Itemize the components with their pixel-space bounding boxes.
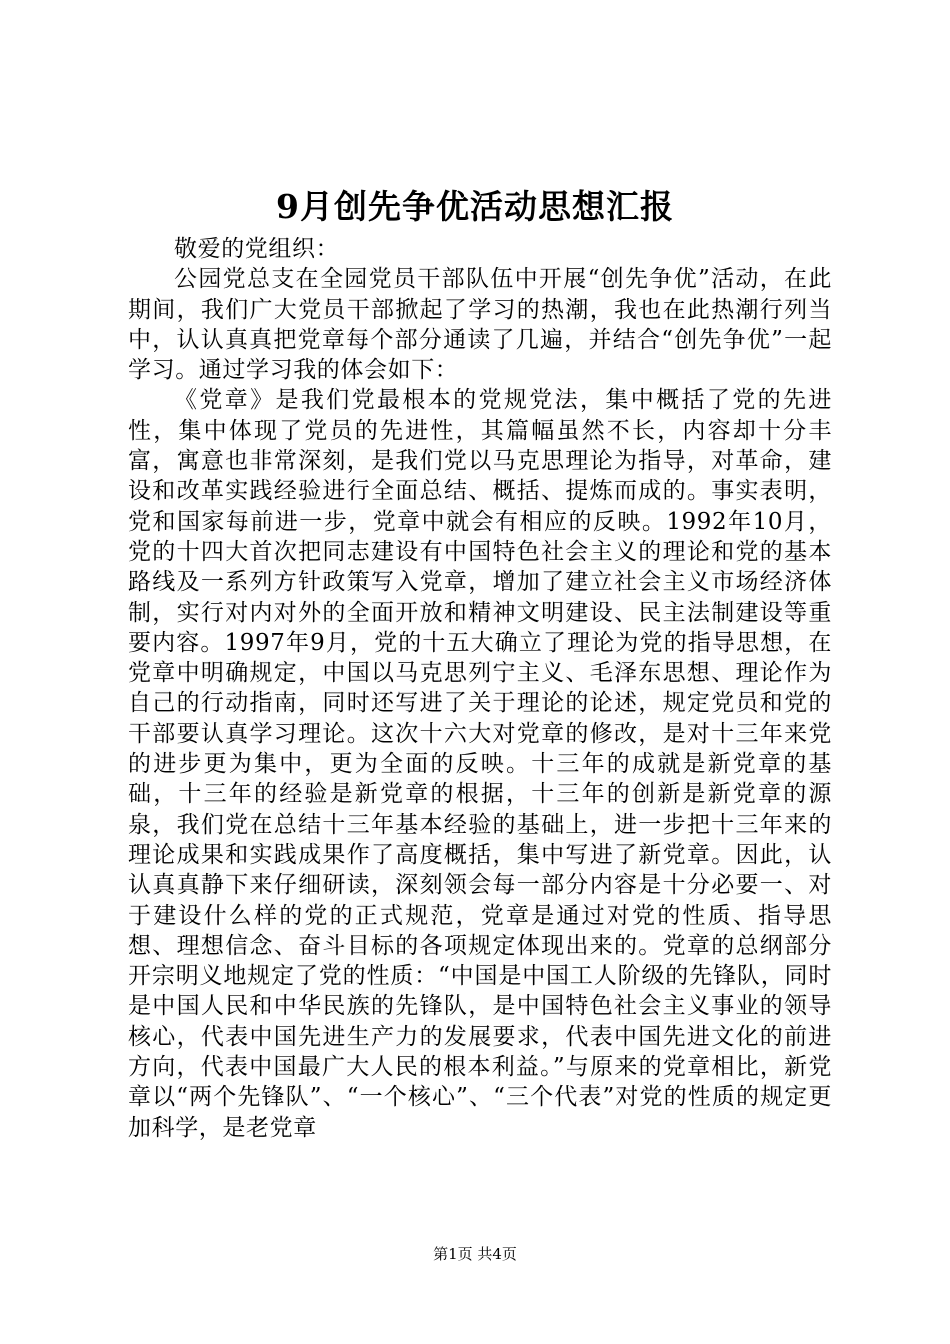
body-paragraph-2: 《党章》是我们党最根本的党规党法，集中概括了党的先进性，集中体现了党员的先进性，其篇幅虽然不长，内容却十分丰富，寓意也非常深刻，是我们党以马克思理论为指导，对革命，建设和改革实践经验进行全面总结、概括、提炼而成的。事实表明，党和国家每前进一步，党章中就会有相应的反映。1992年10月，党的十四大首次把同志建设有中国特色社会主义的理论和党的基本路线及一系列方针政策写入党章，增加了建立社会主义市场经济体制，实行对内对外的全面开放和精神文明建设、民主法制建设等重要内容。1997年9月，党的十五大确立了理论为党的指导思想，在党章中明确规定，中国以马克思列宁主义、毛泽东思想、理论作为自己的行动指南，同时还写进了关于理论的论述，规定党员和党的干部要认真学习理论。这次十六大对党章的修改，是对十三年来党的进步更为集中，更为全面的反映。十三年的成就是新党章的基础，十三年的经验是新党章的根据，十三年的创新是新党章的源泉，我们党在总结十三年基本经验的基础上，进一步把十三年来的理论成果和实践成果作了高度概括，集中写进了新党章。因此，认认真真静下来仔细研读，深刻领会每一部分内容是十分必要一、对于建设什么样的党的正式规范，党章是通过对党的性质、指导思想、理想信念、奋斗目标的各项规定体现出来的。党章的总纲部分开宗明义地规定了党的性质：“中国是中国工人阶级的先锋队，同时是中国人民和中华民族的先锋队，是中国特色社会主义事业的领导核心，代表中国先进生产力的发展要求，代表中国先进文化的前进方向，代表中国最广大人民的根本利益。”与原来的党章相比，新党章以“两个先锋队”、“一个核心”、“三个代表”对党的性质的规定更加科学，是老党章	[128, 387, 832, 1141]
body-paragraph-1: 公园党总支在全园党员干部队伍中开展“创先争优”活动，在此期间，我们广大党员干部掀起了学习的热潮，我也在此热潮行列当中，认认真真把党章每个部分通读了几遍，并结合“创先争优”一起学习。通过学习我的体会如下：	[128, 266, 832, 384]
salutation: 敬爱的党组织：	[174, 236, 340, 262]
page-number-footer: 第1页 共4页	[433, 1245, 517, 1263]
document-body	[128, 234, 832, 1143]
document-title: 9月创先争优活动思想汇报	[276, 187, 674, 226]
